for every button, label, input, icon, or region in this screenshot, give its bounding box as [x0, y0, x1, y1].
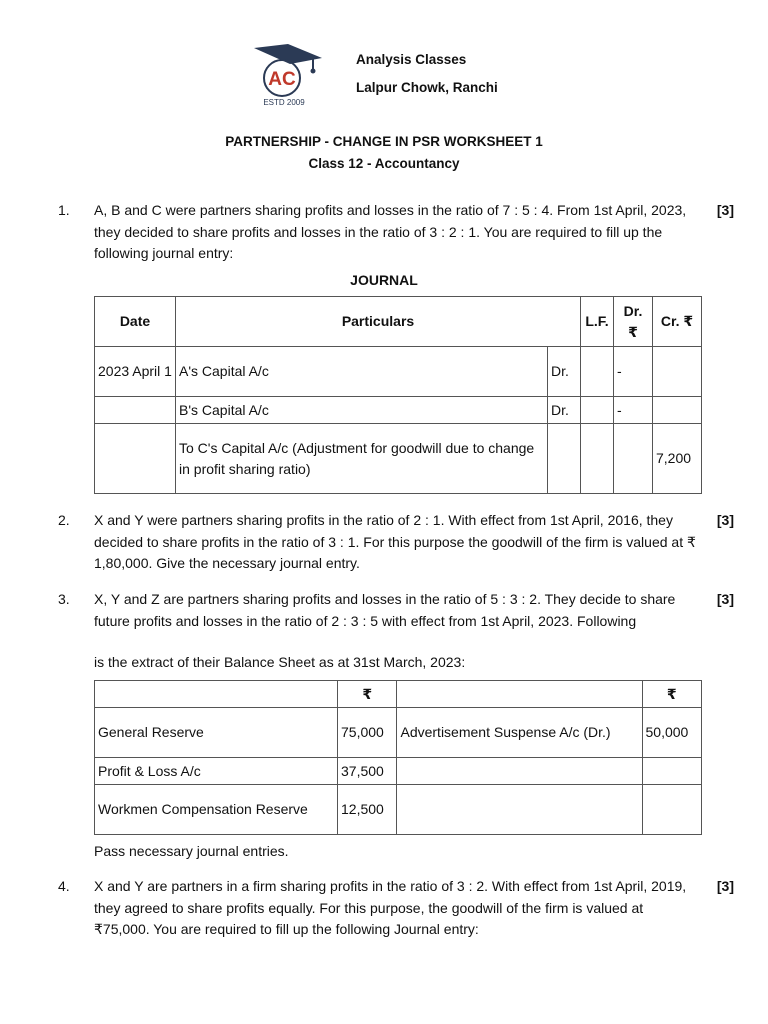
cell-liability-amount: 12,500	[338, 785, 397, 835]
table-row	[95, 708, 702, 758]
journal-table	[94, 296, 702, 494]
logo-estd: ESTD 2009	[263, 98, 305, 107]
institute-location: Lalpur Chowk, Ranchi	[356, 80, 498, 95]
cell-cr: 7,200	[653, 424, 702, 494]
question-text: X and Y were partners sharing profits in the ratio of 2 : 1. With effect from 1st April, 2016, they decided to share profits in the ratio of 3 : 1. For this purpose the goodwill of the firm is valued at ₹ 1,80,000. Give the necessary journal entry.	[94, 512, 696, 571]
question-3-text-continued: is the extract of their Balance Sheet as at 31st March, 2023:	[94, 654, 466, 670]
col-lf: L.F.	[581, 297, 614, 347]
table-row	[95, 758, 702, 785]
journal-label: JOURNAL	[350, 272, 418, 288]
cell-date	[95, 397, 176, 424]
table-row	[95, 397, 702, 424]
institute-name: Analysis Classes	[356, 52, 467, 67]
worksheet-title: PARTNERSHIP - CHANGE IN PSR WORKSHEET 1	[225, 134, 543, 149]
cell-drmark	[548, 424, 581, 494]
col-dr: Dr. ₹	[614, 297, 653, 347]
cell-particular: B's Capital A/c	[176, 397, 548, 424]
table-row	[95, 424, 702, 494]
cell-lf	[581, 347, 614, 397]
cell-lf	[581, 424, 614, 494]
question-text: X, Y and Z are partners sharing profits and losses in the ratio of 5 : 3 : 2. They decide to share future profits and losses in the ratio of 2 : 3 : 5 with effect from 1st April, 2023. Following	[94, 591, 676, 629]
question-text: X and Y are partners in a firm sharing profits in the ratio of 3 : 2. With effect from 1st April, 2019, they agreed to share profits equally. For this purpose, the goodwill of the firm is valued at ₹75,000. You are required to fill up the following Journal entry:	[94, 878, 687, 937]
cell-dr: -	[614, 397, 653, 424]
question-marks: [3]	[716, 202, 734, 218]
cell-drmark: Dr.	[548, 347, 581, 397]
cell-asset	[397, 758, 642, 785]
institute-logo	[250, 42, 328, 108]
col-cr: Cr. ₹	[653, 297, 702, 347]
worksheet-subtitle: Class 12 - Accountancy	[308, 156, 460, 171]
col-asset-currency: ₹	[642, 681, 702, 708]
cell-date	[95, 424, 176, 494]
cell-liability-amount: 37,500	[338, 758, 397, 785]
cell-lf	[581, 397, 614, 424]
table-row	[95, 347, 702, 397]
question-text: A, B and C were partners sharing profits and losses in the ratio of 7 : 5 : 4. From 1st April, 2023, they decided to share profits and losses in the ratio of 3 : 2 : 1. You are required to fill up the following journal entry:	[94, 202, 687, 261]
logo-initials: AC	[268, 69, 296, 90]
col-liab-currency: ₹	[338, 681, 397, 708]
cell-particular: A's Capital A/c	[176, 347, 548, 397]
cell-asset-amount: 50,000	[642, 708, 702, 758]
question-marks: [3]	[716, 512, 734, 528]
balance-sheet-table	[94, 680, 702, 835]
question-number: 2.	[58, 512, 70, 528]
cell-particular: To C's Capital A/c (Adjustment for goodwill due to change in profit sharing ratio)	[176, 424, 548, 494]
cell-cr	[653, 397, 702, 424]
cell-cr	[653, 347, 702, 397]
cell-asset-amount	[642, 758, 702, 785]
cell-dr: -	[614, 347, 653, 397]
col-date: Date	[95, 297, 176, 347]
cell-liability: General Reserve	[95, 708, 338, 758]
cell-date: 2023 April 1	[95, 347, 176, 397]
col-particulars: Particulars	[176, 297, 581, 347]
question-number: 3.	[58, 591, 70, 607]
question-3-footer: Pass necessary journal entries.	[94, 843, 289, 859]
cell-asset: Advertisement Suspense A/c (Dr.)	[397, 708, 642, 758]
question-number: 4.	[58, 878, 70, 894]
table-row	[95, 785, 702, 835]
cell-liability-amount: 75,000	[338, 708, 397, 758]
cell-asset-amount	[642, 785, 702, 835]
question-marks: [3]	[716, 878, 734, 894]
cell-drmark: Dr.	[548, 397, 581, 424]
cell-liability: Profit & Loss A/c	[95, 758, 338, 785]
col-assets	[397, 681, 642, 708]
cell-dr	[614, 424, 653, 494]
cell-asset	[397, 785, 642, 835]
question-number: 1.	[58, 202, 70, 218]
cell-liability: Workmen Compensation Reserve	[95, 785, 338, 835]
question-marks: [3]	[716, 591, 734, 607]
col-liabilities	[95, 681, 338, 708]
